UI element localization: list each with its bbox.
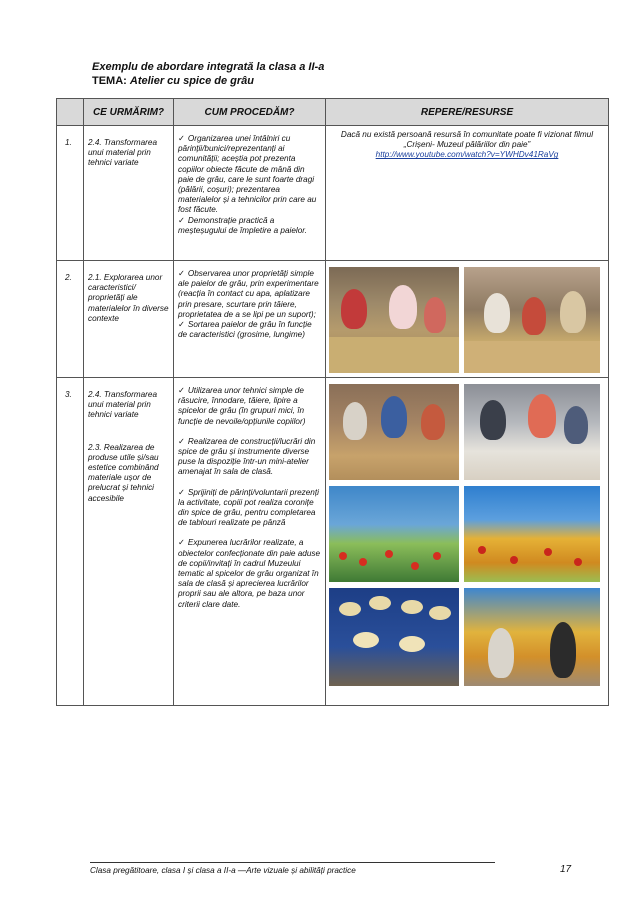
photo-painting-poppies-1 [329, 486, 459, 582]
row-activities [174, 126, 326, 261]
check-icon: ✓ [178, 487, 185, 497]
header-cum-procedam: CUM PROCEDĂM? [174, 99, 326, 126]
photo-children-straw [329, 267, 459, 373]
header-repere-resurse: REPERE/RESURSE [326, 99, 609, 126]
row-number: 3. [57, 378, 84, 706]
activity-item: ✓ Sortarea paielor de grâu în funcție de caracteristici (grosime, lungime) [178, 320, 312, 340]
row-activities [174, 261, 326, 378]
activity-item: ✓ Expunerea lucrărilor realizate, a obiectelor confecționate din paie aduse de copii/invitați în cadrul Muzeului tematic al spicelor de grâu organizat în sala de clasă și aprecierea lucrărilor proprii sau ale altora, pe baza unor criterii clare date. [178, 538, 321, 609]
table-row [57, 126, 609, 261]
objective-1: 2.4. Transformarea unui material prin tehnici variate [88, 390, 158, 420]
activity-item: ✓ Observarea unor proprietăți simple ale paielor de grâu, prin experimentare (reacția în contact cu apa, aplatizare prin presare, scurtare prin tăiere, proprietatea de a se lipi pe un suport); [178, 269, 319, 319]
activity-item: ✓ Utilizarea unor tehnici simple de răsucire, înnodare, tăiere, lipire a spicelor de grâu (în grupuri mici, în funcție de nevoile/opțiunile copiilor) [178, 386, 306, 426]
activity-item: ✓ Organizarea unei întâlniri cu părinții/bunici/reprezentanți ai comunității; aceștia pot prezenta copiilor obiecte făcute de mână din paie de grâu, care le sunt foarte dragi (pălării, coșuri); prezentarea materialelor și a tehnicilor prin care au fost făcute. [178, 134, 317, 215]
activity-item: ✓ Demonstrație practică a meșteșugului de împletire a paielor. [178, 215, 307, 235]
activity-item: ✓ Realizarea de construcții/lucrări din spice de grâu și instrumente diverse puse la dispoziție într-un mini-atelier amenajat în sala de clasă. [178, 436, 316, 477]
photo-children-painting [464, 588, 600, 686]
row-number: 1. [57, 126, 84, 261]
footer-rule [90, 862, 495, 863]
photo-children-table [464, 384, 600, 480]
check-icon: ✓ [178, 538, 185, 548]
page-number: 17 [560, 864, 572, 875]
check-icon: ✓ [178, 215, 185, 225]
activity-table [56, 98, 609, 706]
photo-children-working [329, 384, 459, 480]
photo-straw-hats-museum [329, 588, 459, 686]
heading-title: Exemplu de abordare integrată la clasa a II-a [92, 61, 325, 73]
photo-children-group [464, 267, 600, 373]
table-row [57, 261, 609, 378]
check-icon: ✓ [178, 269, 185, 278]
row-resources [326, 126, 609, 261]
row-photos [326, 261, 609, 378]
check-icon: ✓ [178, 320, 185, 330]
header-ce-urmarim: CE URMĂRIM? [84, 99, 174, 126]
table-row [57, 378, 609, 706]
row-objective: 2.4. Transformarea unui material prin tehnici variate [84, 126, 174, 261]
check-icon: ✓ [178, 436, 185, 446]
row-objective [84, 378, 174, 706]
header-empty [57, 99, 84, 126]
row-photos [326, 378, 609, 706]
resource-link[interactable]: http://www.youtube.com/watch?v=YWHDv41RaVg [375, 150, 559, 160]
check-icon: ✓ [178, 134, 185, 143]
heading-theme [92, 74, 324, 88]
photo-painting-poppies-2 [464, 486, 600, 582]
activity-item: ✓ Sprijiniți de părinți/voluntarii prezenți la activitate, copiii pot realiza coronițe din spice de grâu, pentru completarea de tablouri realizate pe pânză [178, 487, 319, 528]
resource-text: Dacă nu există persoană resursă în comunitate poate fi vizionat filmul „Crișeni- Muzeul pălăriilor din paie” [340, 130, 594, 150]
table-header-row [57, 99, 609, 126]
row-number: 2. [57, 261, 84, 378]
row-objective: 2.1. Explorarea unor caracteristici/ proprietăți ale materialelor în diverse contexte [84, 261, 174, 378]
check-icon: ✓ [178, 386, 185, 395]
page-heading [92, 60, 324, 88]
footer-text: Clasa pregătitoare, clasa I și clasa a II-a —Arte vizuale și abilități practice [90, 866, 356, 875]
row-activities [174, 378, 326, 706]
theme-value: Atelier cu spice de grâu [129, 75, 254, 87]
theme-label: TEMA: [92, 75, 127, 87]
objective-2: 2.3. Realizarea de produse utile și/sau estetice combinând materiale ușor de prelucrat și tehnici accesibile [88, 442, 159, 503]
